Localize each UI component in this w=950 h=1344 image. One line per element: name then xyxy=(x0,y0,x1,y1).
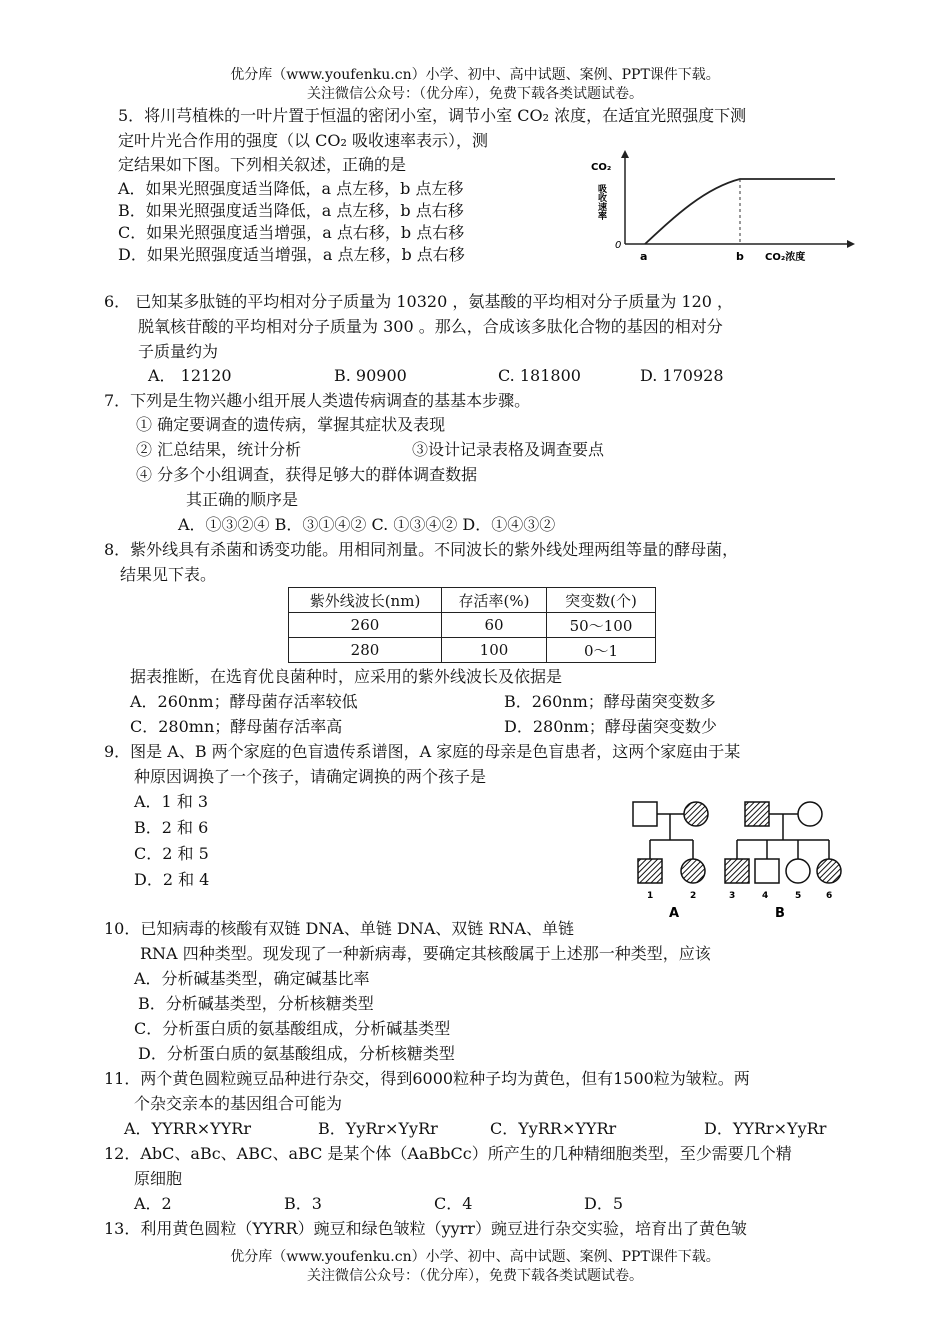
uv-result-table xyxy=(288,587,656,663)
individual-number: 3 xyxy=(729,891,736,901)
q5-option-b: B．如果光照强度适当降低，a 点左移，b 点右移 xyxy=(118,201,464,220)
q7-step-2: ② 汇总结果，统计分析 xyxy=(136,440,302,459)
point-b-label: b xyxy=(736,250,744,263)
q8-stem-line-1: 8．紫外线具有杀菌和诱变功能。用相同剂量。不同波长的紫外线处理两组等量的酵母菌， xyxy=(104,540,739,559)
q10-stem-line-1: 10．已知病毒的核酸有双链 DNA、单链 DNA、双链 RNA、单链 xyxy=(104,919,574,938)
q12-option-b: B．3 xyxy=(284,1194,322,1213)
footer-line-2: 关注微信公众号：（优分库），免费下载各类试题试卷。 xyxy=(307,1268,643,1284)
x-axis-arrow xyxy=(847,240,855,248)
individual-number: 1 xyxy=(647,891,654,901)
table-cell: 260 xyxy=(289,613,442,638)
q6-stem-line-2: 脱氧核苷酸的平均相对分子质量为 300 。那么，合成该多肽化合物的基因的相对分 xyxy=(138,317,723,336)
table-header-survival: 存活率(%) xyxy=(442,588,547,613)
family-b-mother-circle xyxy=(798,802,822,826)
table-header-mutations: 突变数(个) xyxy=(547,588,656,613)
q11-option-c: C．YyRR×YYRr xyxy=(490,1119,617,1138)
q10-stem-line-2: RNA 四种类型。现发现了一种新病毒，要确定其核酸属于上述那一种类型，应该 xyxy=(140,944,711,963)
family-b-father-affected xyxy=(745,802,769,826)
q8-option-d: D．280nm；酵母菌突变数少 xyxy=(504,717,717,736)
q9-option-c: C．2 和 5 xyxy=(134,844,209,863)
q7-options: A．①③②④ B．③①④② C. ①③④② D．①④③② xyxy=(178,515,556,534)
q6-option-a: A． 12120 xyxy=(148,366,232,385)
q13-stem-line-1: 13．利用黄色圆粒（YYRR）豌豆和绿色皱粒（yyrr）豌豆进行杂交实验，培育出了黄色皱 xyxy=(104,1219,747,1238)
q12-option-c: C．4 xyxy=(434,1194,473,1213)
q7-question: 其正确的顺序是 xyxy=(186,490,299,509)
q12-option-d: D．5 xyxy=(584,1194,624,1213)
q9-option-d: D．2 和 4 xyxy=(134,870,210,889)
header-line-2: 关注微信公众号：（优分库），免费下载各类试题试卷。 xyxy=(307,86,643,102)
q6-stem-line-1: 6． 已知某多肽链的平均相对分子质量为 10320 ，氨基酸的平均相对分子质量为 120 ， xyxy=(104,292,734,311)
q5-option-a: A．如果光照强度适当降低，a 点左移，b 点左移 xyxy=(118,179,464,198)
q11-option-d: D．YYRr×YyRr xyxy=(704,1119,827,1138)
table-cell: 0～1 xyxy=(547,638,656,663)
q5-stem-line-3: 定结果如下图。下列相关叙述，正确的是 xyxy=(118,155,407,174)
q6-option-d: D. 170928 xyxy=(640,366,724,385)
individual-number: 6 xyxy=(826,891,833,901)
child-2-affected-female xyxy=(681,859,705,883)
table-cell: 60 xyxy=(442,613,547,638)
q5-option-c: C．如果光照强度适当增强，a 点右移，b 点右移 xyxy=(118,223,465,242)
child-6-affected-female xyxy=(817,859,841,883)
q6-option-c: C. 181800 xyxy=(498,366,581,385)
child-5-normal-female xyxy=(786,859,810,883)
q12-stem-line-1: 12．AbC、aBc、ABC、aBC 是某个体（AaBbCc）所产生的几种精细胞类型，至少需要几个精 xyxy=(104,1144,792,1163)
family-a-father-square xyxy=(633,802,657,826)
pedigree-chart xyxy=(625,795,850,925)
family-a-label: A xyxy=(669,906,680,921)
q11-option-b: B．YyRr×YyRr xyxy=(318,1119,438,1138)
q9-stem-line-2: 种原因调换了一个孩子，请确定调换的两个孩子是 xyxy=(134,767,487,786)
q7-step-1: ① 确定要调查的遗传病，掌握其症状及表现 xyxy=(136,415,446,434)
co2-absorption-chart xyxy=(585,148,855,273)
q10-option-a: A．分析碱基类型，确定碱基比率 xyxy=(134,969,370,988)
individual-number: 4 xyxy=(762,891,769,901)
individual-number: 2 xyxy=(690,891,697,901)
y-axis-arrow xyxy=(621,150,629,158)
q8-option-b: B．260nm；酵母菌突变数多 xyxy=(504,692,716,711)
header-line-1: 优分库（www.youfenku.cn）小学、初中、高中试题、案例、PPT课件下载。 xyxy=(230,67,720,83)
table-header-row xyxy=(289,588,656,613)
table-cell: 100 xyxy=(442,638,547,663)
q12-stem-line-2: 原细胞 xyxy=(134,1169,183,1188)
q9-option-a: A．1 和 3 xyxy=(134,792,209,811)
q5-stem-line-2: 定叶片光合作用的强度（以 CO₂ 吸收速率表示），测 xyxy=(118,131,488,150)
q11-stem-line-1: 11．两个黄色圆粒豌豆品种进行杂交，得到6000粒种子均为黄色，但有1500粒为皱粒。两 xyxy=(104,1069,750,1088)
child-1-affected-male xyxy=(638,859,662,883)
q10-option-b: B．分析碱基类型，分析核糖类型 xyxy=(138,994,374,1013)
q11-option-a: A．YYRR×YYRr xyxy=(124,1119,252,1138)
q7-step-3: ③设计记录表格及调查要点 xyxy=(412,440,605,459)
table-row xyxy=(289,638,656,663)
q8-option-a: A．260nm；酵母菌存活率较低 xyxy=(130,692,358,711)
q12-option-a: A．2 xyxy=(134,1194,172,1213)
origin-label: 0 xyxy=(615,240,622,251)
point-a-label: a xyxy=(640,250,648,263)
q6-option-b: B. 90900 xyxy=(334,366,407,385)
table-header-wavelength: 紫外线波长(nm) xyxy=(289,588,442,613)
q5-option-d: D．如果光照强度适当增强，a 点左移，b 点右移 xyxy=(118,245,465,264)
q8-option-c: C．280mn；酵母菌存活率高 xyxy=(130,717,343,736)
table-cell: 280 xyxy=(289,638,442,663)
q11-stem-line-2: 个杂交亲本的基因组合可能为 xyxy=(134,1094,343,1113)
table-row xyxy=(289,613,656,638)
child-3-affected-male xyxy=(725,859,749,883)
q6-stem-line-3: 子质量约为 xyxy=(138,342,219,361)
table-cell: 50～100 xyxy=(547,613,656,638)
q10-option-d: D．分析蛋白质的氨基酸组成，分析核糖类型 xyxy=(138,1044,455,1063)
q8-stem-line-2: 结果见下表。 xyxy=(120,565,217,584)
q9-option-b: B．2 和 6 xyxy=(134,818,209,837)
q5-stem-line-1: 5．将川芎植株的一叶片置于恒温的密闭小室，调节小室 CO₂ 浓度，在适宜光照强度下测 xyxy=(118,106,747,125)
q8-stem-line-3: 据表推断，在选育优良菌种时，应采用的紫外线波长及依据是 xyxy=(130,667,563,686)
footer-line-1: 优分库（www.youfenku.cn）小学、初中、高中试题、案例、PPT课件下载。 xyxy=(230,1249,720,1265)
y-label-co2: CO₂ xyxy=(591,162,612,173)
family-a-mother-affected xyxy=(684,802,708,826)
q9-stem-line-1: 9．图是 A、B 两个家庭的色盲遗传系谱图，A 家庭的母亲是色盲患者，这两个家庭由于某 xyxy=(104,742,741,761)
q10-option-c: C．分析蛋白质的氨基酸组成，分析碱基类型 xyxy=(134,1019,451,1038)
child-4-normal-male xyxy=(755,859,779,883)
q7-step-4: ④ 分多个小组调查，获得足够大的群体调查数据 xyxy=(136,465,478,484)
individual-number: 5 xyxy=(795,891,802,901)
x-axis-label: CO₂浓度 xyxy=(765,252,806,263)
q7-stem: 7．下列是生物兴趣小组开展人类遗传病调查的基基本步骤。 xyxy=(104,391,531,410)
family-b-label: B xyxy=(775,906,785,921)
y-label-rate: 吸收速率 xyxy=(596,184,606,220)
